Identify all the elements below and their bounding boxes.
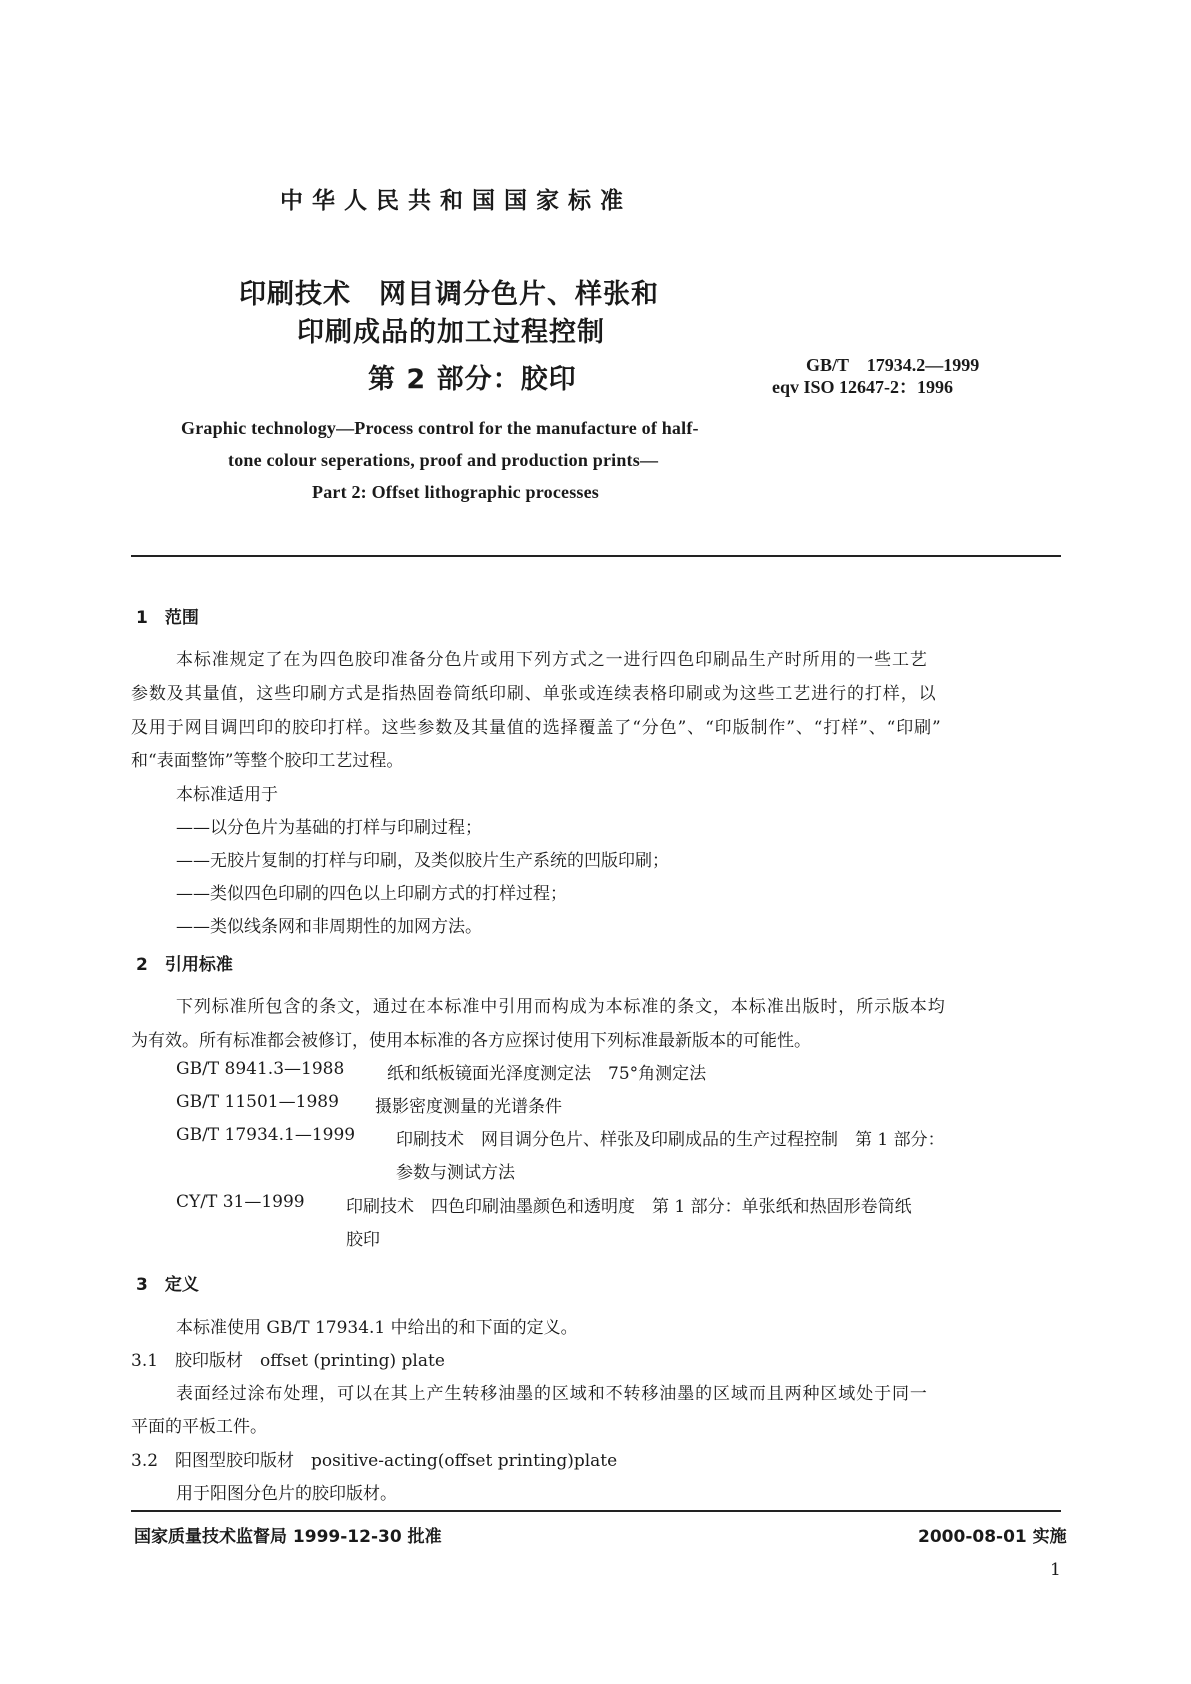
english-title-line-3: Part 2: Offset lithographic processes [312, 482, 600, 502]
reference-code: GB/T 8941.3—1988 [176, 1059, 345, 1079]
scope-item: ——以分色片为基础的打样与印刷过程； [176, 818, 482, 838]
iso-equivalence: eqv ISO 12647-2：1996 [772, 377, 954, 397]
section-heading-definitions: 3 定义 [136, 1275, 199, 1295]
english-title-line-1: Graphic technology—Process control for the manufacture of half- [181, 418, 699, 438]
header-divider [131, 555, 1061, 557]
reference-title: 摄影密度测量的光谱条件 [375, 1097, 562, 1117]
section-heading-references: 2 引用标准 [136, 955, 233, 975]
references-para-line-1: 下列标准所包含的条文，通过在本标准中引用而构成为本标准的条文，本标准出版时，所示版本均 [176, 997, 946, 1017]
definition-term-positive-plate: 3.2 阳图型胶印版材 positive-acting(offset printing)plate [131, 1451, 618, 1471]
reference-title: 印刷技术 四色印刷油墨颜色和透明度 第 1 部分：单张纸和热固形卷筒纸 [346, 1197, 912, 1217]
english-title-line-2: tone colour seperations, proof and production prints— [228, 450, 659, 470]
definition-term-offset-plate: 3.1 胶印版材 offset (printing) plate [131, 1351, 445, 1371]
reference-title: 纸和纸板镜面光泽度测定法 75°角测定法 [387, 1064, 707, 1084]
scope-para-line-3: 及用于网目调凹印的胶印打样。这些参数及其量值的选择覆盖了“分色”、“印版制作”、“打样”、“印刷” [131, 718, 942, 738]
implementation-date: 2000-08-01 实施 [918, 1527, 1067, 1547]
reference-title-continued: 参数与测试方法 [396, 1163, 515, 1183]
title-line-2: 印刷成品的加工过程控制 [297, 317, 605, 348]
national-standard-label: 中华人民共和国国家标准 [280, 188, 632, 214]
reference-code: CY/T 31—1999 [176, 1192, 305, 1212]
page-number: 1 [1050, 1560, 1061, 1580]
reference-code: GB/T 11501—1989 [176, 1092, 339, 1112]
references-para-line-2: 为有效。所有标准都会被修订，使用本标准的各方应探讨使用下列标准最新版本的可能性。 [131, 1031, 811, 1051]
scope-para-line-4: 和“表面整饰”等整个胶印工艺过程。 [131, 751, 404, 771]
footer-divider [131, 1510, 1061, 1512]
scope-item: ——类似线条网和非周期性的加网方法。 [176, 917, 482, 937]
scope-item: ——无胶片复制的打样与印刷，及类似胶片生产系统的凹版印刷； [176, 851, 669, 871]
standard-code: GB/T 17934.2—1999 [806, 355, 980, 375]
reference-title-continued: 胶印 [346, 1230, 380, 1250]
section-heading-scope: 1 范围 [136, 608, 199, 628]
definitions-intro: 本标准使用 GB/T 17934.1 中给出的和下面的定义。 [176, 1318, 578, 1338]
scope-para-line-2: 参数及其量值，这些印刷方式是指热固卷筒纸印刷、单张或连续表格印刷或为这些工艺进行的打样，以 [131, 684, 937, 704]
definition-text-line-2: 平面的平板工件。 [131, 1417, 267, 1437]
scope-applies-label: 本标准适用于 [176, 785, 278, 805]
reference-title: 印刷技术 网目调分色片、样张及印刷成品的生产过程控制 第 1 部分： [396, 1130, 945, 1150]
definition-text-line-1: 表面经过涂布处理，可以在其上产生转移油墨的区域和不转移油墨的区域而且两种区域处于同一 [176, 1384, 928, 1404]
reference-code: GB/T 17934.1—1999 [176, 1125, 356, 1145]
approval-info: 国家质量技术监督局 1999-12-30 批准 [134, 1527, 442, 1547]
title-line-1: 印刷技术 网目调分色片、样张和 [239, 279, 659, 310]
title-line-3: 第 2 部分：胶印 [368, 364, 577, 395]
scope-item: ——类似四色印刷的四色以上印刷方式的打样过程； [176, 884, 567, 904]
definition-text: 用于阳图分色片的胶印版材。 [176, 1484, 397, 1504]
scope-para-line-1: 本标准规定了在为四色胶印准备分色片或用下列方式之一进行四色印刷品生产时所用的一些工艺 [176, 650, 928, 670]
